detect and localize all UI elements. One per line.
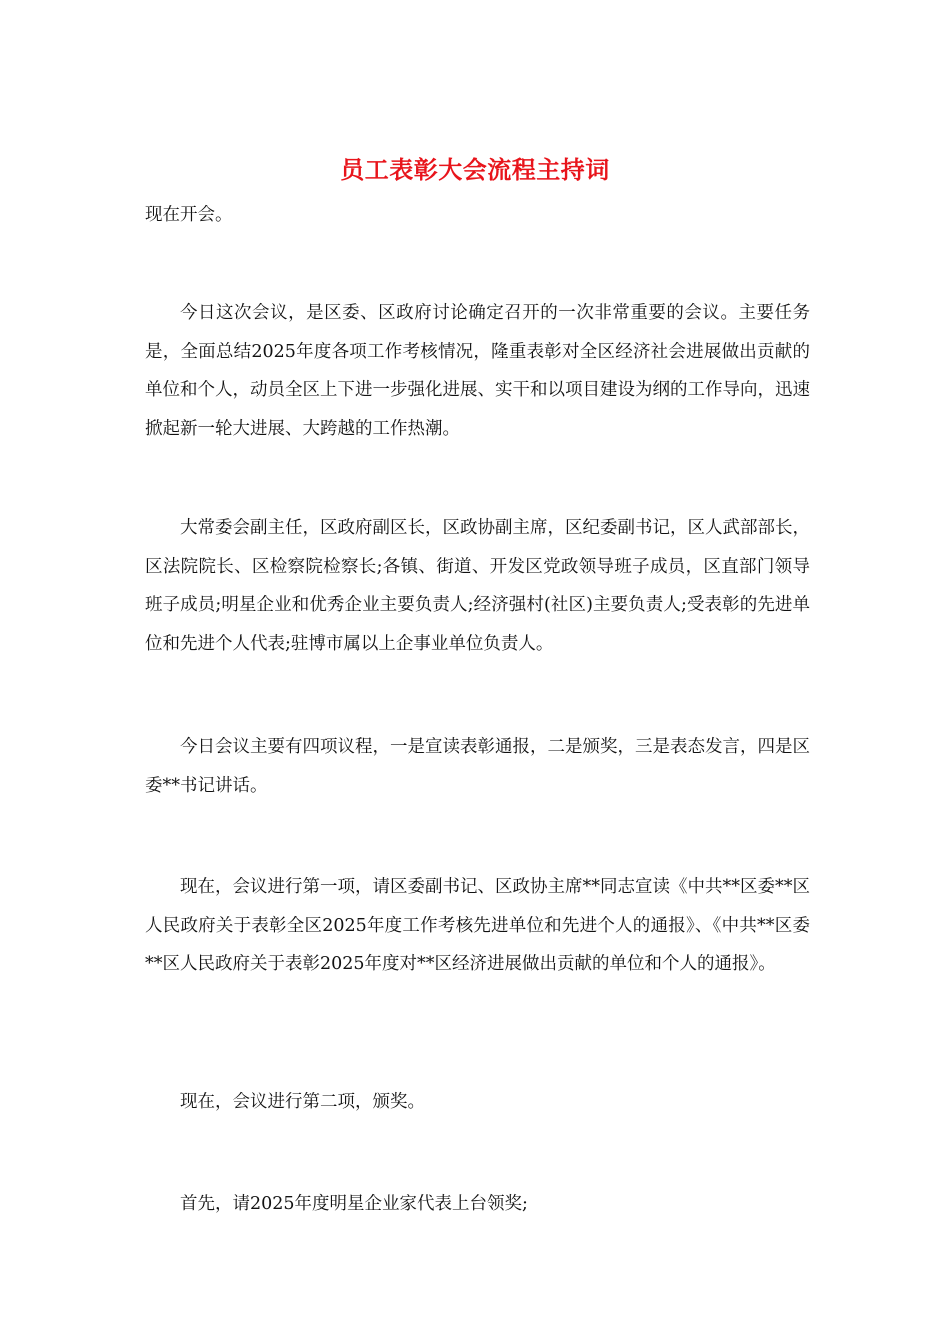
paragraph-opening: 现在开会。 (145, 205, 233, 225)
paragraph-agenda: 今日会议主要有四项议程，一是宣读表彰通报，二是颁奖，三是表态发言，四是区委**书记讲话。 (145, 737, 810, 796)
paragraph-meeting-purpose: 今日这次会议，是区委、区政府讨论确定召开的一次非常重要的会议。主要任务是，全面总结2025年度各项工作考核情况，隆重表彰对全区经济社会进展做出贡献的单位和个人，动员全区上下进一步强化进展、实干和以项目建设为纲的工作导向，迅速掀起新一轮大进展、大跨越的工作热潮。 (145, 303, 810, 439)
paragraph-attendees: 大常委会副主任，区政府副区长，区政协副主席，区纪委副书记，区人武部部长，区法院院长、区检察院检察长;各镇、街道、开发区党政领导班子成员，区直部门领导班子成员;明星企业和优秀企业主要负责人;经济强村(社区)主要负责人;受表彰的先进单位和先进个人代表;驻博市属以上企事业单位负责人。 (145, 518, 810, 654)
document-title: 员工表彰大会流程主持词 (340, 155, 610, 184)
paragraph-item-one: 现在，会议进行第一项，请区委副书记、区政协主席**同志宣读《中共**区委**区人民政府关于表彰全区2025年度工作考核先进单位和先进个人的通报》、《中共**区委**区人民政府关于表彰2025年度对**区经济进展做出贡献的单位和个人的通报》。 (145, 877, 810, 974)
paragraph-first-award: 首先，请2025年度明星企业家代表上台领奖; (180, 1194, 528, 1214)
paragraph-item-two: 现在，会议进行第二项，颁奖。 (180, 1092, 425, 1112)
